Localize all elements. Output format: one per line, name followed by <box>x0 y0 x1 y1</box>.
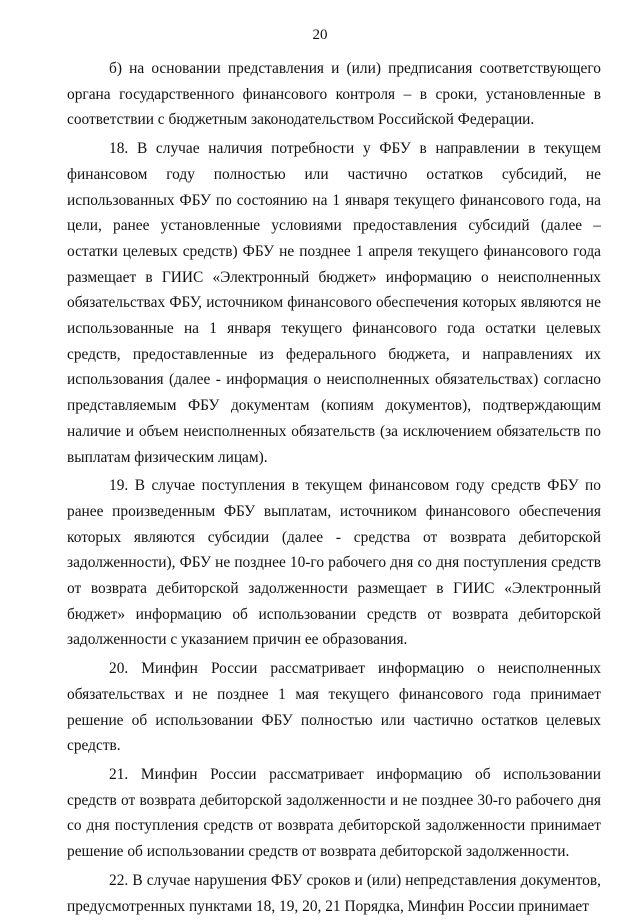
paragraph-21: 21. Минфин России рассматривает информацию об использовании средств от возврата дебиторской задолженности и не позднее 30-го рабочего дня со дня поступления средств от возврата дебиторской задолженности принимает решение об использовании средств от возврата дебиторской задолженности. <box>67 765 601 861</box>
document-body <box>67 56 601 922</box>
paragraph-19: 19. В случае поступления в текущем финансовом году средств ФБУ по ранее произведенным ФБУ выплатам, источником финансового обеспечения которых являются субсидии (далее - средства от возврата дебиторской задолженности), ФБУ не позднее 10-го рабочего дня со дня поступления средств от возврата дебиторской задолженности размещает в ГИИС «Электронный бюджет» информацию об использовании средств от возврата дебиторской задолженности с указанием причин ее образования. <box>67 477 601 649</box>
paragraph-b: б) на основании представления и (или) предписания соответствующего органа государственного финансового контроля – в сроки, установленные в соответствии с бюджетным законодательством Российской Федерации. <box>67 60 601 129</box>
paragraph-18: 18. В случае наличия потребности у ФБУ в направлении в текущем финансовом году полностью или частично остатков субсидий, не использованных ФБУ по состоянию на 1 января текущего финансового года, на цели, ранее установленные условиями предоставления субсидий (далее – остатки целевых средств) ФБУ не позднее 1 апреля текущего финансового года размещает в ГИИС «Электронный бюджет» информацию о неисполненных обязательствах ФБУ, источником финансового обеспечения которых являются не использованные на 1 января текущего финансового года остатки целевых средств, предоставленные из федерального бюджета, и направлениях их использования (далее - информация о неисполненных обязательствах) согласно представляемым ФБУ документам (копиям документов), подтверждающим наличие и объем неисполненных обязательств (за исключением обязательств по выплатам физическим лицам). <box>67 140 601 466</box>
page-number: 20 <box>312 27 328 43</box>
paragraph-20: 20. Минфин России рассматривает информацию о неисполненных обязательствах и не позднее 1 мая текущего финансового года принимает решение об использовании ФБУ полностью или частично остатков целевых средств. <box>67 660 601 755</box>
paragraph-22: 22. В случае нарушения ФБУ сроков и (или) непредставления документов, предусмотренных пунктами 18, 19, 20, 21 Порядка, Минфин России принимает <box>67 871 601 915</box>
